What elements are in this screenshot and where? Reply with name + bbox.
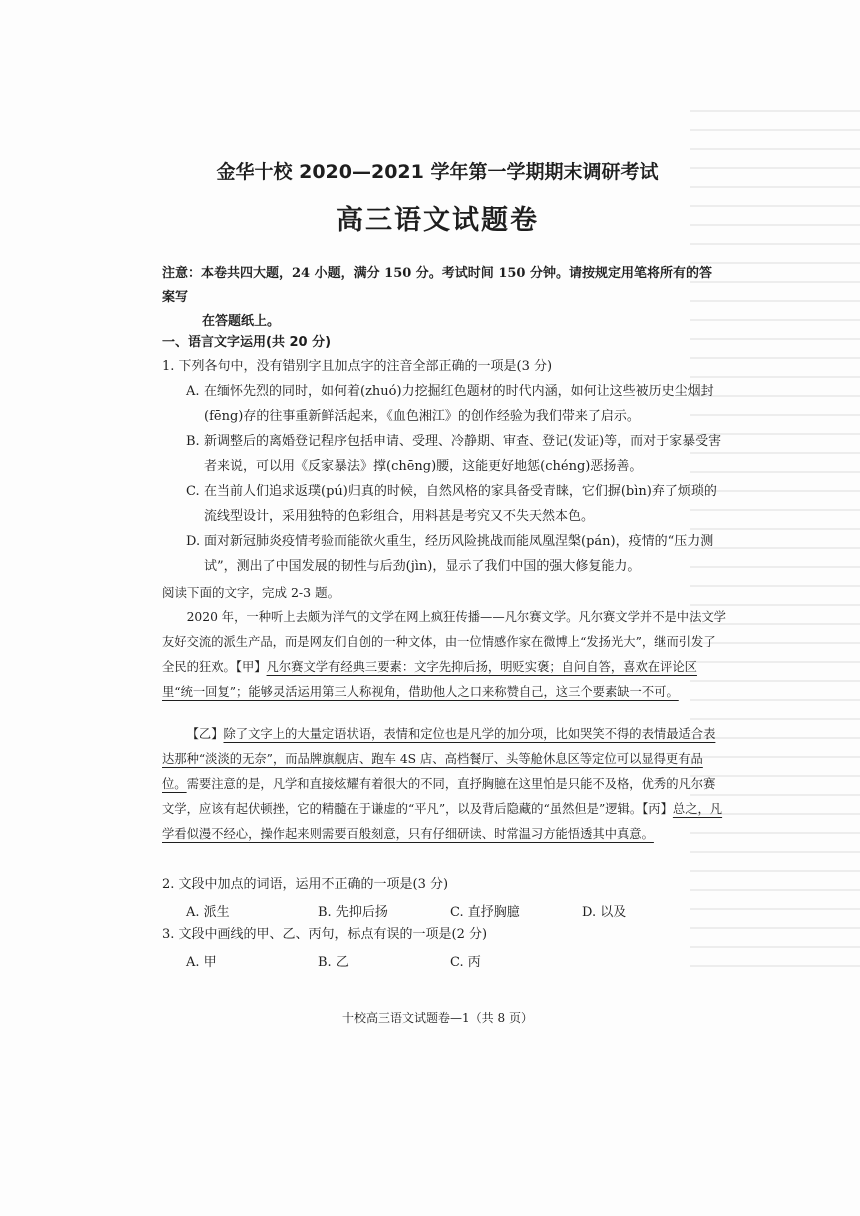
notice <box>162 262 722 334</box>
paragraph-text: 2020 年，一种听上去颇为洋气的文学在网上疯狂传播——凡尔赛文学。凡尔赛文学并不是中法文学友好交流的派生产品，而是网友们自创的一种文体，由一位情感作家在微博上“发扬光大”，继而引发了全民的狂欢。 <box>162 610 726 674</box>
q1-option-b <box>186 429 724 479</box>
q2-choice-d: D. 以及 <box>582 905 627 920</box>
question-3-stem: 3. 文段中画线的甲、乙、丙句，标点有误的一项是(2 分) <box>162 927 488 942</box>
option-label: A. <box>186 384 200 399</box>
marker-yi: 【乙】 <box>186 727 224 741</box>
underlined-sentence-jia: 凡尔赛文学有经典三要素：文字先抑后扬，明贬实褒；自问自答，喜欢在评论区里“统一回复”；能够灵活运用第三人称视角，借助他人之口来称赞自己，这三个要素缺一不可。 <box>162 660 697 699</box>
marker-jia: 【甲】 <box>235 660 267 674</box>
notice-line-1: 注意：本卷共四大题，24 小题，满分 150 分。考试时间 150 分钟。请按规定用笔将所有的答案写 <box>162 266 712 305</box>
option-label: D. <box>186 534 201 549</box>
q3-choice-c: C. 丙 <box>450 955 481 970</box>
reading-paragraph-2 <box>162 722 727 847</box>
q3-choice-b: B. 乙 <box>318 955 349 970</box>
page-footer: 十校高三语文试题卷—1（共 8 页） <box>342 1011 533 1025</box>
option-text: 新调整后的离婚登记程序包括申请、受理、冷静期、审查、登记(发证)等，而对于家暴受害者来说，可以用《反家暴法》撑(chēng)腰，这能更好地惩(chéng)恶扬善。 <box>204 434 722 474</box>
q1-option-d <box>186 529 724 579</box>
underlined-sentence-yi: 除了文字上的大量定语状语，表情和定位也是凡学的加分项，比如哭笑不得的表情最适合表达那种“淡淡的无奈”，而品牌旗舰店、跑车 4S 店、高档餐厅、头等舱休息区等定位可以显得更有品位。 <box>162 727 716 791</box>
option-text: 在缅怀先烈的同时，如何着(zhuó)力挖掘红色题材的时代内涵，如何让这些被历史尘烟封(fēng)存的往事重新鲜活起来，《血色湘江》的创作经验为我们带来了启示。 <box>204 384 714 424</box>
exam-title: 金华十校 2020—2021 学年第一学期期末调研考试 <box>216 161 659 183</box>
paper-subtitle: 高三语文试题卷 <box>336 205 539 236</box>
option-text: 面对新冠肺炎疫情考验而能欲火重生，经历风险挑战而能凤凰涅槃(pán)，疫情的“压力测试”，测出了中国发展的韧性与后劲(jìn)，显示了我们中国的强大修复能力。 <box>204 534 714 574</box>
underlined-sentence-bing: 总之，凡学看似漫不经心，操作起来则需要百般刻意，只有仔细研读、时常温习方能悟透其中真意。 <box>162 802 723 841</box>
option-label: C. <box>186 484 200 499</box>
q2-choice-b: B. 先抑后扬 <box>318 905 388 920</box>
section-heading: 一、语言文字运用(共 20 分) <box>162 335 332 350</box>
q1-option-c <box>186 479 724 529</box>
reading-paragraph-1 <box>162 605 727 705</box>
question-1-stem: 1. 下列各句中，没有错别字且加点字的注音全部正确的一项是(3 分) <box>162 359 553 374</box>
notice-line-2: 在答题纸上。 <box>202 314 281 329</box>
option-label: B. <box>186 434 200 449</box>
paragraph-text: 需要注意的是，凡学和直接炫耀有着很大的不同，直抒胸臆在这里怕是只能不及格，优秀的凡尔赛文学，应该有起伏顿挫，它的精髓在于谦虚的“平凡”，以及背后隐藏的“虽然但是”逻辑。 <box>162 777 716 816</box>
option-text: 在当前人们追求返璞(pú)归真的时候，自然风格的家具备受青睐，它们摒(bìn)弃了烦琐的流线型设计，采用独特的色彩组合，用料甚是考究又不失天然本色。 <box>204 484 717 524</box>
q3-choice-a: A. 甲 <box>186 955 217 970</box>
question-2-stem: 2. 文段中加点的词语，运用不正确的一项是(3 分) <box>162 877 449 892</box>
reading-intro: 阅读下面的文字，完成 2-3 题。 <box>162 585 341 600</box>
q2-choice-a: A. 派生 <box>186 905 230 920</box>
marker-bing: 【丙】 <box>642 802 673 816</box>
q2-choice-c: C. 直抒胸臆 <box>450 905 520 920</box>
q1-option-a <box>186 379 724 429</box>
